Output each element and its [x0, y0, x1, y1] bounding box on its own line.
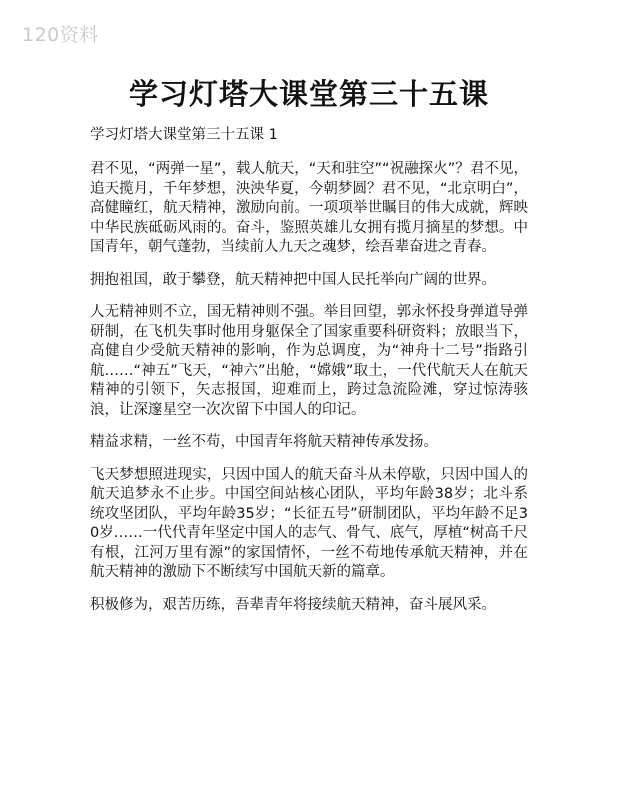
paragraph-1: 君不见，“两弹一星”，载人航天，“天和驻空”“祝融探火”？君不见，追天揽月，千年梦想，泱泱华夏，今朝梦圆？君不见，“北京明白”，高健瞳红，航天精神，激励向前。一项项举世瞩目的伟大成就，辉映中华民族砥砺风雨的。奋斗，鉴照英雄儿女拥有揽月摘星的梦想。中国青年，朝气蓬勃，当续前人九天之魂梦，绘吾辈奋进之青春。	[90, 161, 528, 255]
document-subtitle: 学习灯塔大课堂第三十五课 1	[90, 127, 278, 143]
paragraph-2: 拥抱祖国，敢于攀登，航天精神把中国人民托举向广阔的世界。	[90, 271, 496, 288]
paragraph-5: 飞天梦想照进现实，只因中国人的航天奋斗从未停歇，只因中国人的航天追梦永不止步。中国空间站核心团队，平均年龄38岁；北斗系统攻坚团队，平均年龄35岁；“长征五号”研制团队，平均年龄不足30岁……一代代青年坚定中国人的志气、骨气、底气，厚植“树高千尺有根，江河万里有源”的家国情怀，一丝不苟地传承航天精神，并在航天精神的激励下不断续写中国航天新的篇章。	[90, 466, 528, 580]
paragraph-6: 积极修为，艰苦历练，吾辈青年将接续航天精神，奋斗展风采。	[90, 596, 496, 613]
document-body	[90, 124, 528, 628]
paragraph-3: 人无精神则不立，国无精神则不强。举目回望，郭永怀投身弹道导弹研制，在飞机失事时他用身躯保全了国家重要科研资料；放眼当下，高健自少受航天精神的影响，作为总调度，为“神舟十二号”指路引航……“神五”飞天，“神六”出舱，“嫦娥”取土，一代代航天人在航天精神的引领下，矢志报国，迎难而上，跨过急流险滩，穿过惊涛骇浪，让深邃星空一次次留下中国人的印记。	[90, 304, 528, 418]
document-title: 学习灯塔大课堂第三十五课	[128, 77, 489, 111]
watermark: 120资料	[22, 24, 99, 46]
paragraph-4: 精益求精，一丝不苟，中国青年将航天精神传承发扬。	[90, 434, 438, 450]
